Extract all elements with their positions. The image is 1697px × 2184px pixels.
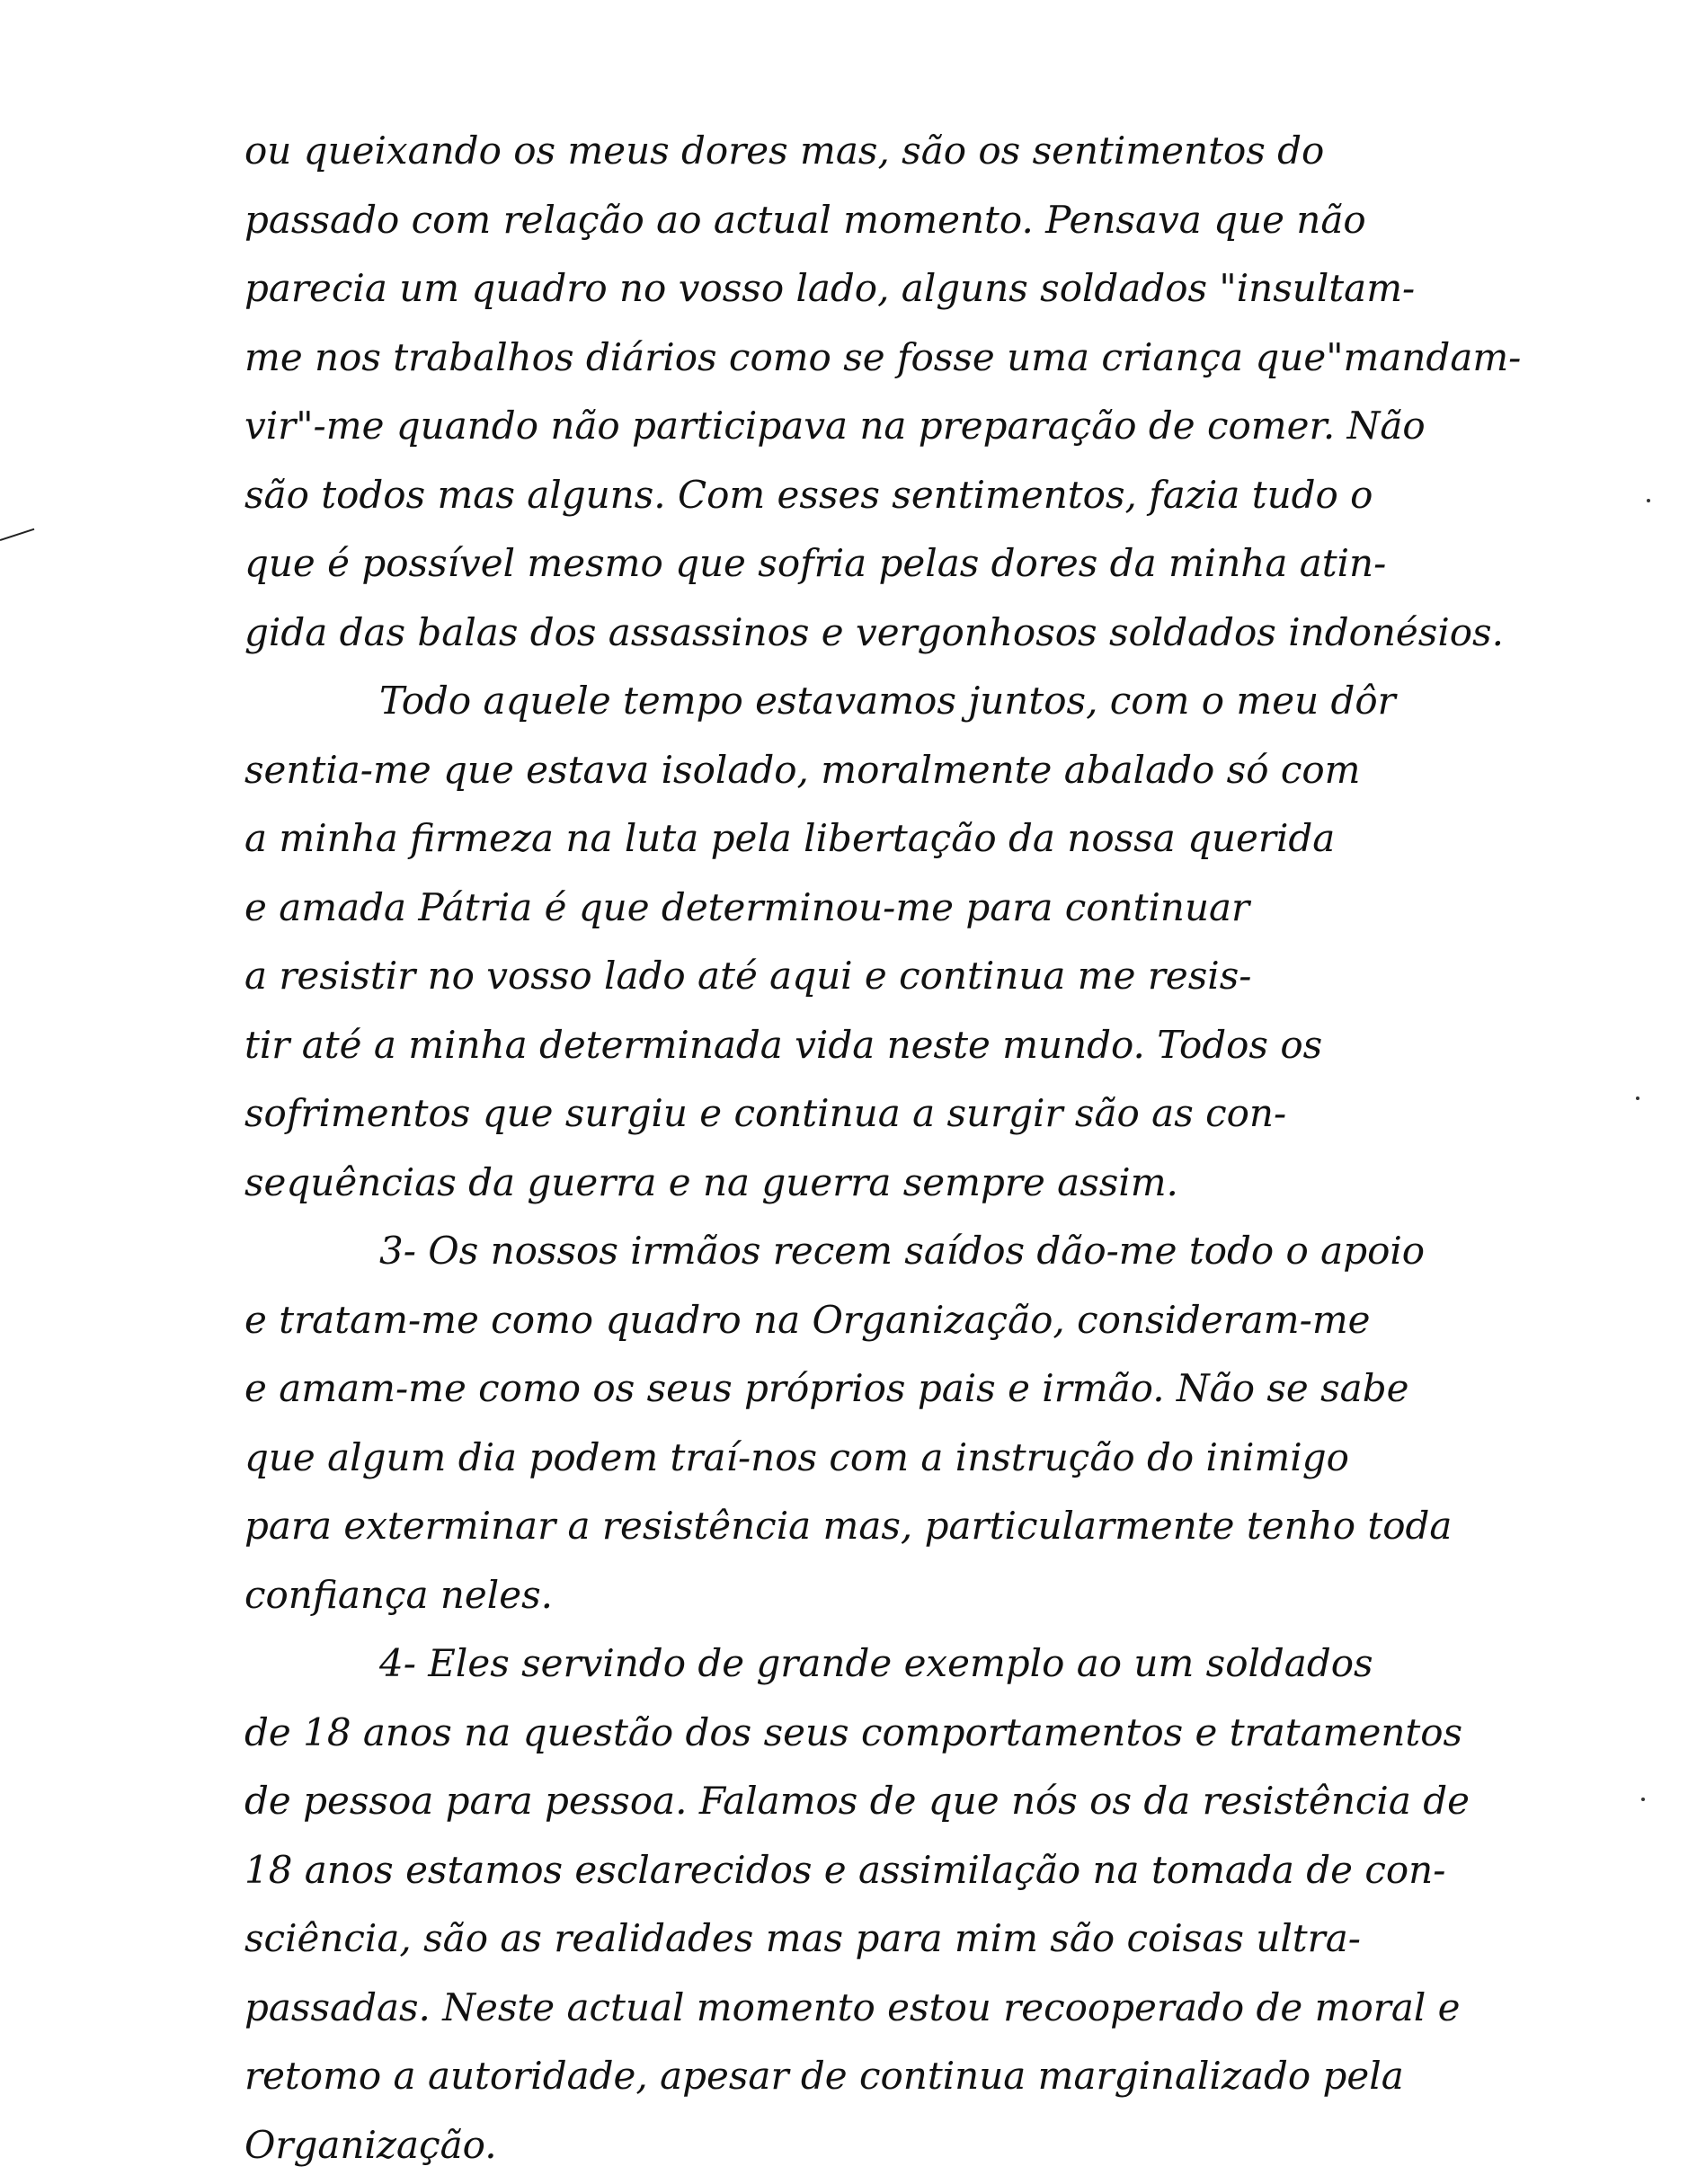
text-line: sequências da guerra e na guerra sempre assim. [244,1159,1178,1204]
text-line: vir"-me quando não participava na preparação de comer. Não [244,404,1426,448]
text-line: sofrimentos que surgiu e continua a surgir são as con- [244,1091,1287,1135]
text-line: de 18 anos na questão dos seus comportamentos e tratamentos [244,1709,1463,1754]
text-line: que é possível mesmo que sofria pelas dores da minha atin- [244,541,1387,585]
paragraph-start-line: 3- Os nossos irmãos recem saídos dão-me todo o apoio [379,1229,1426,1273]
text-line: e tratam-me como quadro na Organização, consideram-me [244,1297,1371,1342]
text-line: são todos mas alguns. Com esses sentimentos, fazia tudo o [244,472,1373,517]
text-line: que algum dia podem traí-nos com a instrução do inimigo [244,1434,1349,1479]
text-line: Organização. [244,2122,497,2167]
text-line: confiança neles. [244,1572,553,1617]
text-line: passado com relação ao actual momento. Pensava que não [244,197,1366,242]
text-line: sentia-me que estava isolado, moralmente abalado só com [244,747,1361,792]
text-line: de pessoa para pessoa. Falamos de que nós os da resistência de [244,1779,1470,1823]
text-line: e amam-me como os seus próprios pais e irmão. Não se sabe [244,1366,1409,1410]
text-line: parecia um quadro no vosso lado, alguns soldados "insultam- [244,266,1416,310]
paragraph-start-line: Todo aquele tempo estavamos juntos, com o meu dôr [379,679,1396,723]
paragraph-start-line: 4- Eles servindo de grande exemplo ao um soldados [379,1641,1373,1685]
stray-dot [1641,1798,1645,1801]
text-line: me nos trabalhos diários como se fosse uma criança que"mandam- [244,334,1522,379]
text-line: a minha firmeza na luta pela libertação da nossa querida [244,816,1336,860]
stray-dot [1636,1096,1639,1100]
text-line: 18 anos estamos esclarecidos e assimilação na tomada de con- [244,1847,1446,1892]
text-line: para exterminar a resistência mas, particularmente tenho toda [244,1504,1453,1548]
text-line: ou queixando os meus dores mas, são os sentimentos do [244,129,1325,173]
text-line: e amada Pátria é que determinou-me para continuar [244,884,1250,929]
text-line: retomo a autoridade, apesar de continua marginalizado pela [244,2054,1404,2098]
text-line: a resistir no vosso lado até aqui e continua me resis- [244,954,1252,998]
stray-dot [1647,499,1650,502]
text-line: passadas. Neste actual momento estou recooperado de moral e [244,1984,1461,2029]
margin-pen-stroke [0,528,34,541]
handwritten-text [244,117,1629,2180]
text-line: sciência, são as realidades mas para mim são coisas ultra- [244,1916,1361,1960]
text-line: gida das balas dos assassinos e vergonhosos soldados indonésios. [244,609,1504,654]
text-line: tir até a minha determinada vida neste mundo. Todos os [244,1022,1323,1067]
